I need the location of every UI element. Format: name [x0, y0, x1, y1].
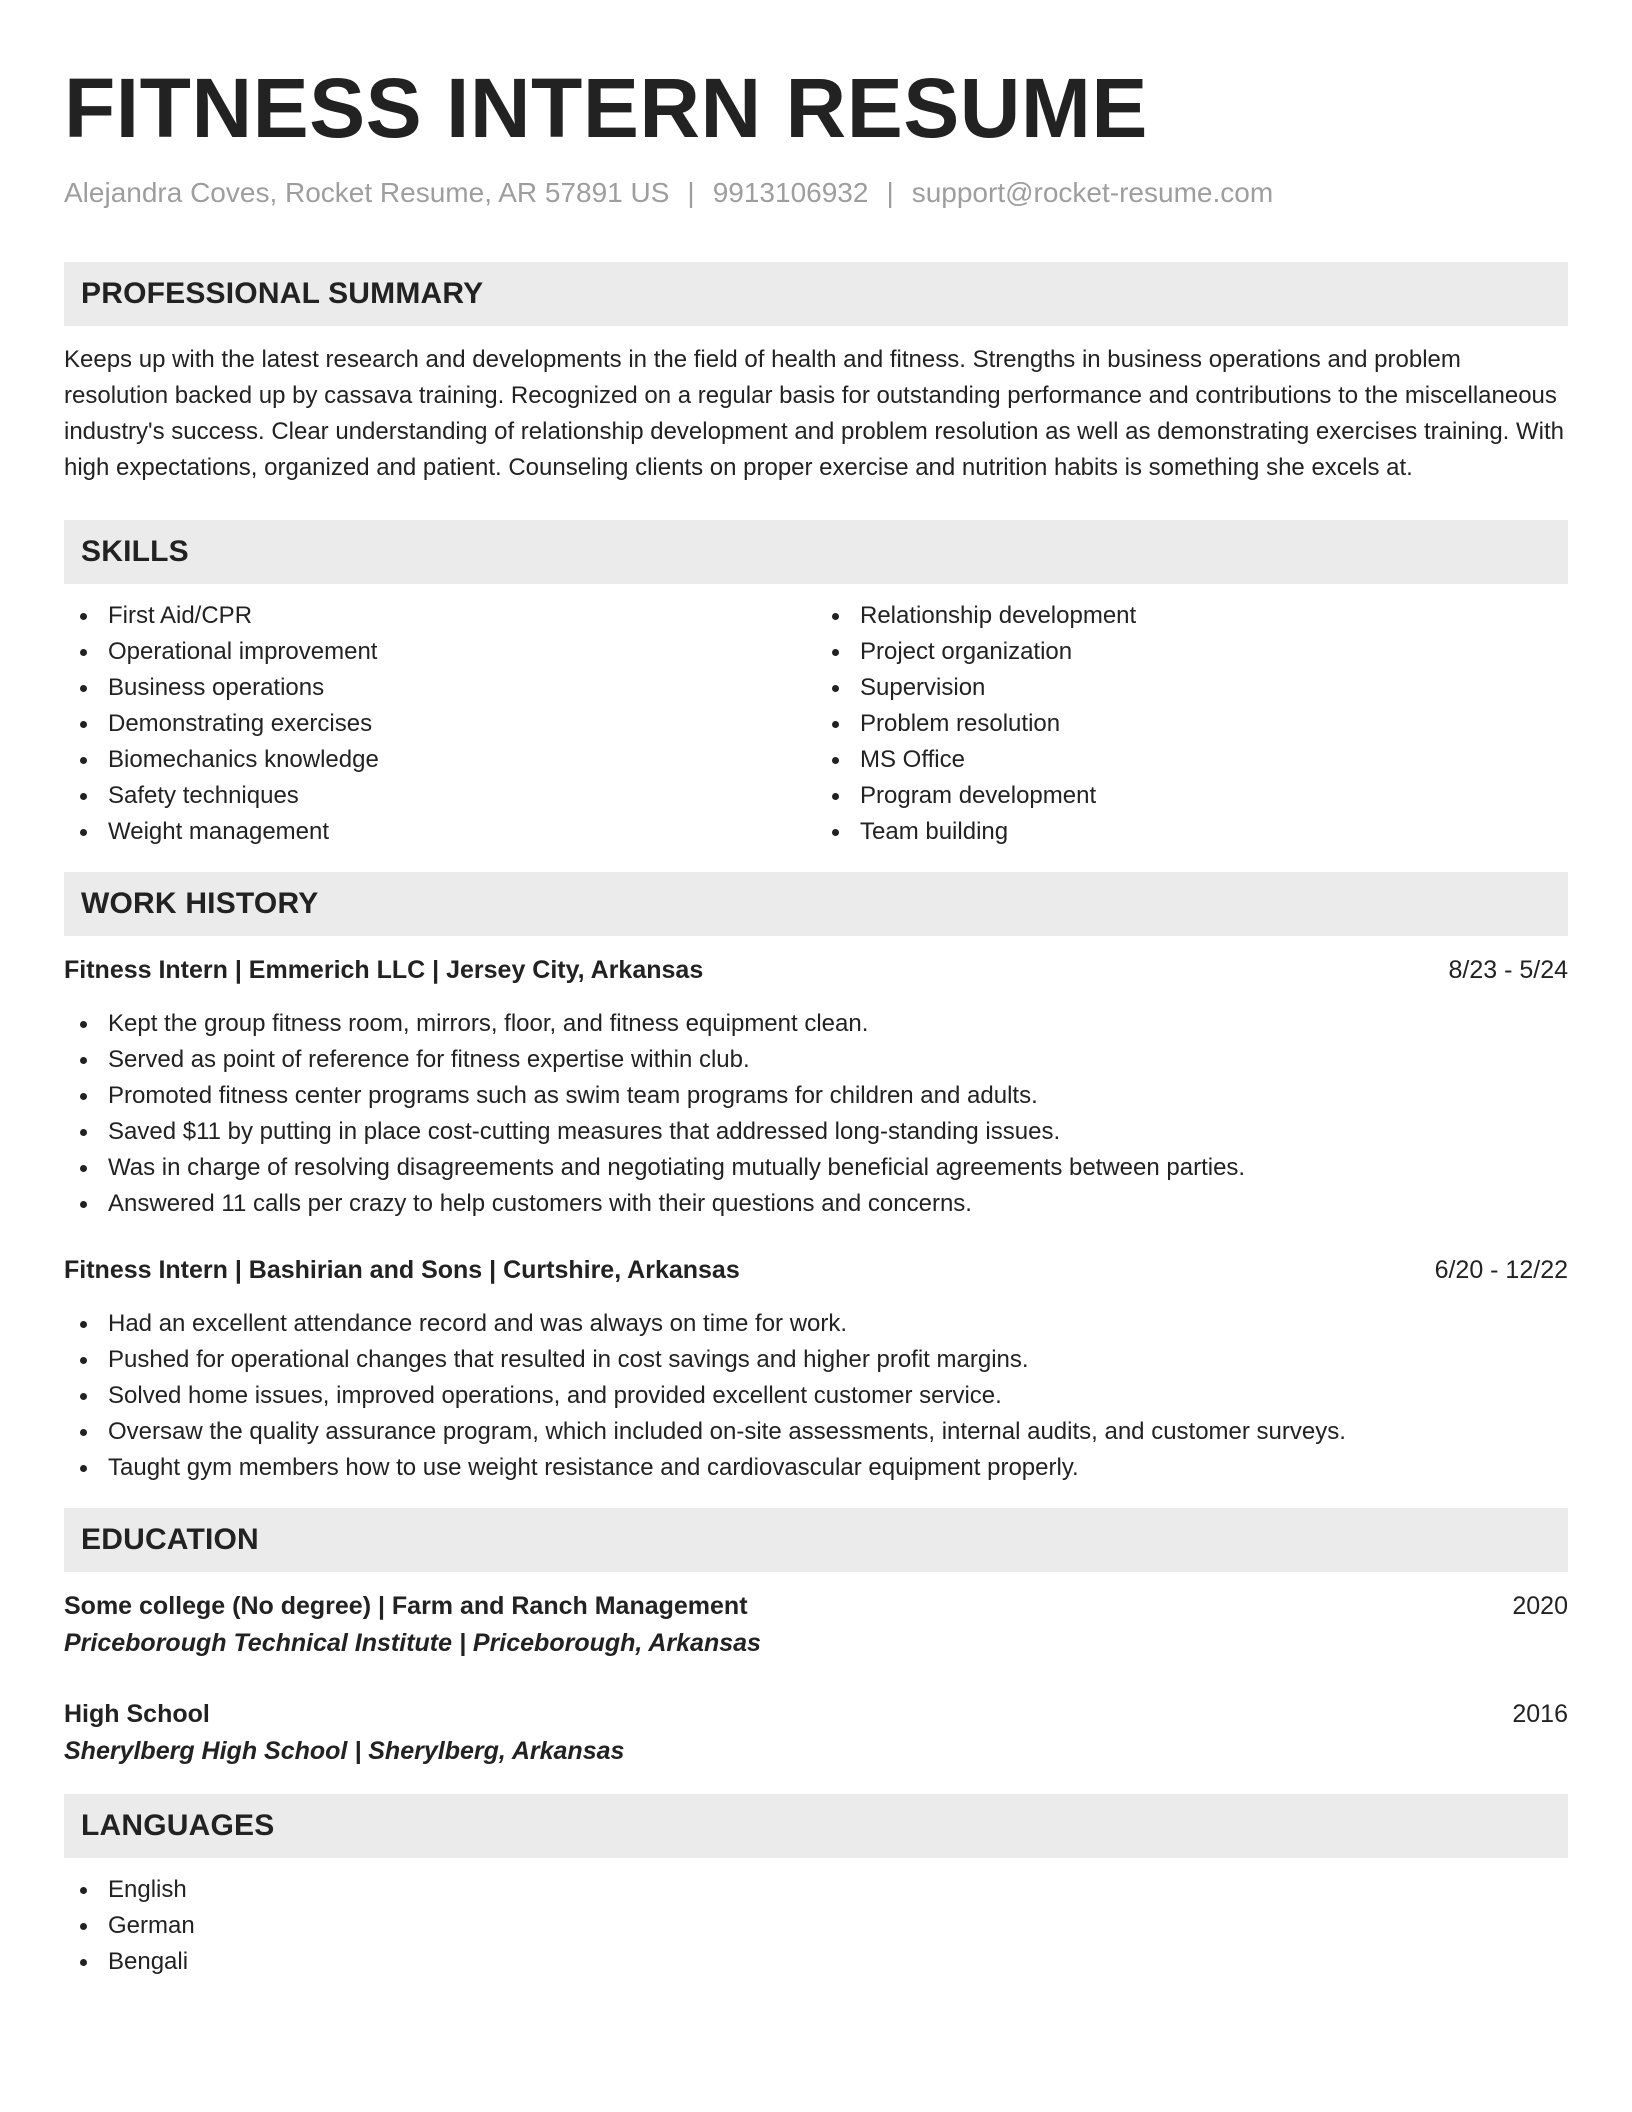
skills-list [64, 598, 1568, 850]
skills-column-right [816, 598, 1568, 850]
skill-item: Supervision [816, 670, 1568, 706]
job-bullet: Had an excellent attendance record and was always on time for work. [64, 1306, 1568, 1342]
skill-item: Operational improvement [64, 634, 816, 670]
job-bullet: Kept the group fitness room, mirrors, floor, and fitness equipment clean. [64, 1006, 1568, 1042]
education-header [64, 1696, 1568, 1732]
skill-item: Business operations [64, 670, 816, 706]
section-heading-skills: SKILLS [64, 520, 1568, 584]
job-bullet: Was in charge of resolving disagreements and negotiating mutually beneficial agreements between parties. [64, 1150, 1568, 1186]
job-header [64, 952, 1568, 988]
job-bullet: Oversaw the quality assurance program, which included on-site assessments, internal audits, and customer surveys. [64, 1414, 1568, 1450]
skills-column-left [64, 598, 816, 850]
section-heading-languages: LANGUAGES [64, 1794, 1568, 1858]
skill-item: MS Office [816, 742, 1568, 778]
section-heading-summary: PROFESSIONAL SUMMARY [64, 262, 1568, 326]
language-item: German [64, 1908, 1568, 1944]
education-year: 2020 [1512, 1591, 1568, 1620]
job-title: Fitness Intern | Emmerich LLC | Jersey City, Arkansas [64, 955, 704, 984]
contact-separator: | [687, 177, 695, 208]
skill-item: Program development [816, 778, 1568, 814]
education-school: Sherylberg High School | Sherylberg, Arkansas [64, 1736, 625, 1765]
skill-item: First Aid/CPR [64, 598, 816, 634]
education-entry [64, 1696, 1568, 1770]
job-bullet: Pushed for operational changes that resulted in cost savings and higher profit margins. [64, 1342, 1568, 1378]
section-heading-education: EDUCATION [64, 1508, 1568, 1572]
summary-text: Keeps up with the latest research and developments in the field of health and fitness. Strengths in business operations and problem resolution backed up by cassava training. Recognized on a regular basis for outstanding performance and contributions to the miscellaneous industry's success. Clear understanding of relationship development and problem resolution as well as demonstrating exercises training. With high expectations, organized and patient. Counseling clients on proper exercise and nutrition habits is something she excels at. [64, 345, 1565, 481]
job-dates: 8/23 - 5/24 [1448, 955, 1568, 984]
skill-item: Safety techniques [64, 778, 816, 814]
education-school: Priceborough Technical Institute | Priceborough, Arkansas [64, 1628, 761, 1657]
job-header [64, 1252, 1568, 1288]
resume-title: FITNESS INTERN RESUME [64, 61, 1148, 155]
skill-item: Relationship development [816, 598, 1568, 634]
job-entry [64, 952, 1568, 1222]
languages-list [64, 1872, 1568, 1980]
contact-line [64, 176, 1568, 210]
job-bullet: Solved home issues, improved operations, and provided excellent customer service. [64, 1378, 1568, 1414]
job-bullet: Taught gym members how to use weight resistance and cardiovascular equipment properly. [64, 1450, 1568, 1486]
education-header [64, 1588, 1568, 1624]
contact-email[interactable]: support@rocket-resume.com [911, 177, 1274, 208]
skill-item: Biomechanics knowledge [64, 742, 816, 778]
job-bullet: Saved $11 by putting in place cost-cutting measures that addressed long-standing issues. [64, 1114, 1568, 1150]
job-title: Fitness Intern | Bashirian and Sons | Curtshire, Arkansas [64, 1255, 740, 1284]
skill-item: Problem resolution [816, 706, 1568, 742]
section-heading-work: WORK HISTORY [64, 872, 1568, 936]
job-entry [64, 1252, 1568, 1486]
skill-item: Team building [816, 814, 1568, 850]
contact-separator: | [886, 177, 894, 208]
skill-item: Project organization [816, 634, 1568, 670]
education-degree: High School [64, 1699, 210, 1728]
job-bullet: Answered 11 calls per crazy to help customers with their questions and concerns. [64, 1186, 1568, 1222]
language-item: English [64, 1872, 1568, 1908]
education-year: 2016 [1512, 1699, 1568, 1728]
job-dates: 6/20 - 12/22 [1434, 1255, 1568, 1284]
language-item: Bengali [64, 1944, 1568, 1980]
contact-address: Alejandra Coves, Rocket Resume, AR 57891 US [64, 177, 670, 208]
job-bullet: Served as point of reference for fitness expertise within club. [64, 1042, 1568, 1078]
job-bullet: Promoted fitness center programs such as swim team programs for children and adults. [64, 1078, 1568, 1114]
skill-item: Weight management [64, 814, 816, 850]
education-degree: Some college (No degree) | Farm and Ranch Management [64, 1591, 748, 1620]
education-entry [64, 1588, 1568, 1662]
skill-item: Demonstrating exercises [64, 706, 816, 742]
job-bullets [64, 1306, 1568, 1486]
contact-phone: 9913106932 [712, 177, 869, 208]
job-bullets [64, 1006, 1568, 1222]
